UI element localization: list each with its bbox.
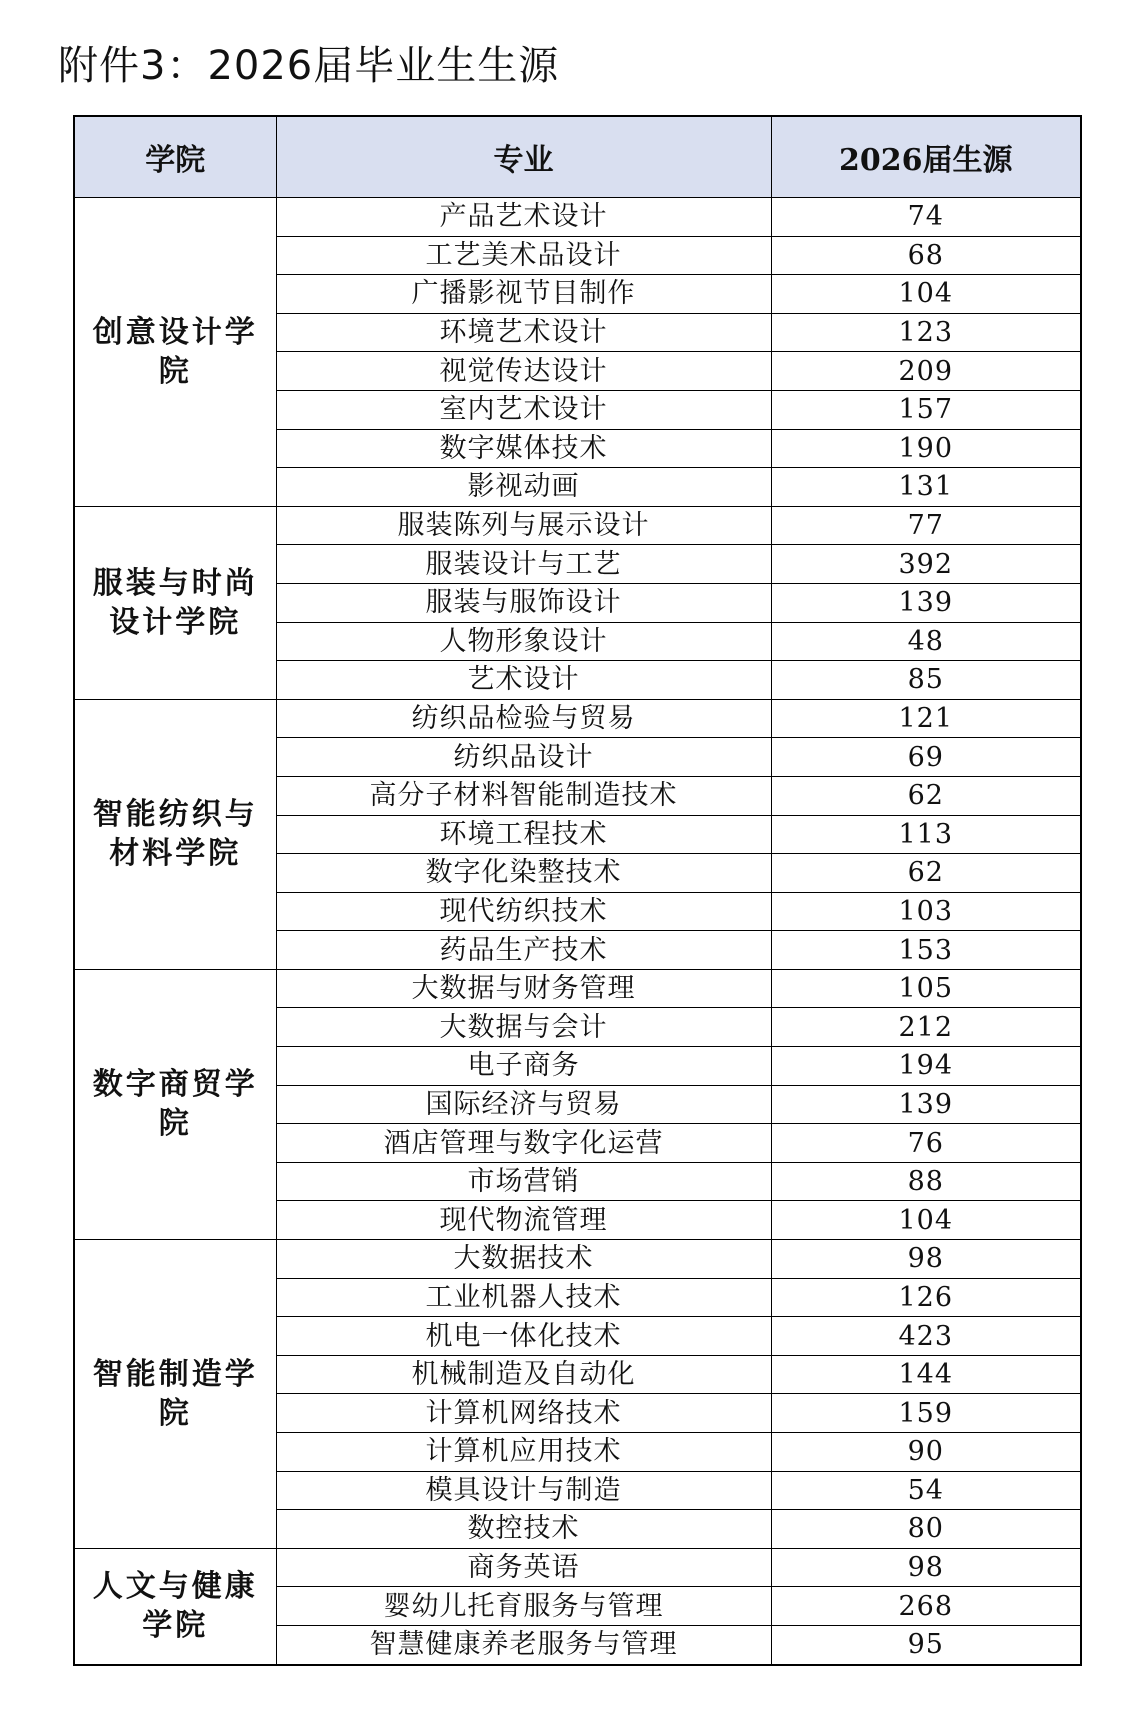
major-cell: 机械制造及自动化	[276, 1355, 771, 1394]
count-cell: 209	[771, 352, 1081, 391]
count-cell: 126	[771, 1278, 1081, 1317]
count-cell: 423	[771, 1317, 1081, 1356]
count-cell: 98	[771, 1548, 1081, 1587]
count-cell: 90	[771, 1433, 1081, 1472]
count-cell: 121	[771, 699, 1081, 738]
count-cell: 131	[771, 468, 1081, 507]
count-cell: 153	[771, 931, 1081, 970]
count-cell: 392	[771, 545, 1081, 584]
major-cell: 市场营销	[276, 1162, 771, 1201]
major-cell: 电子商务	[276, 1047, 771, 1086]
count-cell: 54	[771, 1471, 1081, 1510]
major-cell: 现代物流管理	[276, 1201, 771, 1240]
table-row	[74, 1548, 1081, 1587]
major-cell: 高分子材料智能制造技术	[276, 776, 771, 815]
count-cell: 48	[771, 622, 1081, 661]
count-cell: 77	[771, 506, 1081, 545]
major-cell: 数字化染整技术	[276, 854, 771, 893]
major-cell: 计算机网络技术	[276, 1394, 771, 1433]
major-cell: 现代纺织技术	[276, 892, 771, 931]
count-cell: 194	[771, 1047, 1081, 1086]
count-cell: 104	[771, 1201, 1081, 1240]
count-cell: 212	[771, 1008, 1081, 1047]
major-cell: 酒店管理与数字化运营	[276, 1124, 771, 1163]
count-cell: 62	[771, 776, 1081, 815]
college-cell: 智能制造学院	[74, 1240, 276, 1549]
major-cell: 室内艺术设计	[276, 390, 771, 429]
count-cell: 190	[771, 429, 1081, 468]
major-cell: 影视动画	[276, 468, 771, 507]
count-cell: 80	[771, 1510, 1081, 1549]
count-cell: 113	[771, 815, 1081, 854]
header-major: 专业	[276, 116, 771, 198]
graduate-source-table	[73, 115, 1082, 1666]
count-cell: 268	[771, 1587, 1081, 1626]
count-cell: 103	[771, 892, 1081, 931]
count-cell: 95	[771, 1625, 1081, 1664]
major-cell: 工艺美术品设计	[276, 236, 771, 275]
count-cell: 85	[771, 661, 1081, 700]
major-cell: 商务英语	[276, 1548, 771, 1587]
college-cell: 服装与时尚设计学院	[74, 506, 276, 699]
major-cell: 环境工程技术	[276, 815, 771, 854]
major-cell: 药品生产技术	[276, 931, 771, 970]
major-cell: 服装与服饰设计	[276, 583, 771, 622]
major-cell: 国际经济与贸易	[276, 1085, 771, 1124]
table-row	[74, 1240, 1081, 1279]
college-cell: 智能纺织与材料学院	[74, 699, 276, 969]
count-cell: 88	[771, 1162, 1081, 1201]
college-cell: 人文与健康学院	[74, 1548, 276, 1664]
header-count: 2026届生源	[771, 116, 1081, 198]
major-cell: 服装陈列与展示设计	[276, 506, 771, 545]
count-cell: 74	[771, 198, 1081, 237]
major-cell: 计算机应用技术	[276, 1433, 771, 1472]
major-cell: 广播影视节目制作	[276, 275, 771, 314]
major-cell: 机电一体化技术	[276, 1317, 771, 1356]
major-cell: 智慧健康养老服务与管理	[276, 1625, 771, 1664]
major-cell: 艺术设计	[276, 661, 771, 700]
table-body	[74, 198, 1081, 1665]
table-header-row	[74, 116, 1081, 198]
table-row	[74, 969, 1081, 1008]
count-cell: 98	[771, 1240, 1081, 1279]
major-cell: 环境艺术设计	[276, 313, 771, 352]
major-cell: 纺织品检验与贸易	[276, 699, 771, 738]
major-cell: 产品艺术设计	[276, 198, 771, 237]
count-cell: 159	[771, 1394, 1081, 1433]
major-cell: 大数据与财务管理	[276, 969, 771, 1008]
count-cell: 62	[771, 854, 1081, 893]
table-row	[74, 198, 1081, 237]
header-college: 学院	[74, 116, 276, 198]
count-cell: 68	[771, 236, 1081, 275]
major-cell: 人物形象设计	[276, 622, 771, 661]
table-row	[74, 506, 1081, 545]
college-cell: 数字商贸学院	[74, 969, 276, 1239]
count-cell: 123	[771, 313, 1081, 352]
major-cell: 大数据与会计	[276, 1008, 771, 1047]
major-cell: 大数据技术	[276, 1240, 771, 1279]
major-cell: 视觉传达设计	[276, 352, 771, 391]
count-cell: 104	[771, 275, 1081, 314]
major-cell: 数字媒体技术	[276, 429, 771, 468]
count-cell: 139	[771, 1085, 1081, 1124]
count-cell: 144	[771, 1355, 1081, 1394]
page-title: 附件3：2026届毕业生生源	[58, 43, 560, 89]
count-cell: 69	[771, 738, 1081, 777]
major-cell: 模具设计与制造	[276, 1471, 771, 1510]
college-cell: 创意设计学院	[74, 198, 276, 507]
count-cell: 157	[771, 390, 1081, 429]
major-cell: 数控技术	[276, 1510, 771, 1549]
major-cell: 纺织品设计	[276, 738, 771, 777]
count-cell: 76	[771, 1124, 1081, 1163]
table-row	[74, 699, 1081, 738]
count-cell: 105	[771, 969, 1081, 1008]
major-cell: 婴幼儿托育服务与管理	[276, 1587, 771, 1626]
major-cell: 工业机器人技术	[276, 1278, 771, 1317]
count-cell: 139	[771, 583, 1081, 622]
major-cell: 服装设计与工艺	[276, 545, 771, 584]
